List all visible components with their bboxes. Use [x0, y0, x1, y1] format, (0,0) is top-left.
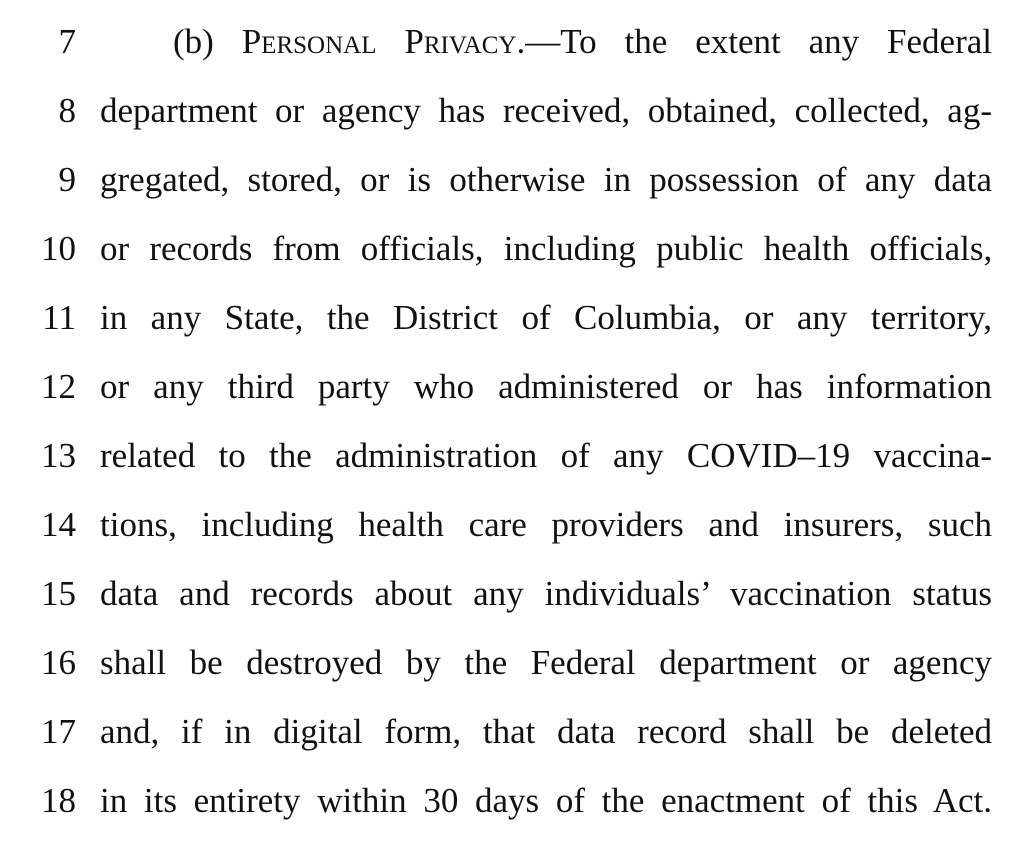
line-number: 16	[41, 643, 76, 682]
subsection-label: (b)	[173, 22, 242, 61]
line-number: 8	[58, 91, 76, 130]
line-text: data and records about any individuals’ vaccination status	[100, 574, 992, 613]
line-text: and, if in digital form, that data record shall be deleted	[100, 712, 992, 751]
line-number: 7	[58, 22, 76, 61]
line-number: 12	[41, 367, 76, 406]
line-text-continuation: .—To the extent any Federal	[516, 22, 992, 61]
line-number: 10	[41, 229, 76, 268]
bill-line-14	[0, 505, 1024, 574]
line-text: related to the administration of any COVID–19 vaccina-	[100, 436, 992, 475]
bill-line-11	[0, 298, 1024, 367]
bill-line-17	[0, 712, 1024, 781]
bill-line-7	[0, 22, 1024, 91]
line-number: 11	[42, 298, 76, 337]
bill-line-10	[0, 229, 1024, 298]
bill-line-9	[0, 160, 1024, 229]
line-number: 17	[41, 712, 76, 751]
bill-line-13	[0, 436, 1024, 505]
line-text: or records from officials, including public health officials,	[100, 229, 993, 268]
line-text: department or agency has received, obtained, collected, ag-	[100, 91, 992, 130]
line-text: tions, including health care providers and insurers, such	[100, 505, 992, 544]
line-text: gregated, stored, or is otherwise in possession of any data	[100, 160, 992, 199]
line-number: 9	[58, 160, 76, 199]
bill-line-12	[0, 367, 1024, 436]
subsection-heading: Personal Privacy	[241, 22, 517, 61]
bill-line-16	[0, 643, 1024, 712]
bill-line-15	[0, 574, 1024, 643]
line-text	[173, 22, 992, 62]
line-number: 14	[41, 505, 76, 544]
line-number: 15	[41, 574, 76, 613]
line-number: 18	[41, 781, 76, 820]
bill-line-8	[0, 91, 1024, 160]
line-text: in any State, the District of Columbia, or any territory,	[100, 298, 992, 337]
line-text: in its entirety within 30 days of the enactment of this Act.	[100, 781, 992, 820]
line-number: 13	[41, 436, 76, 475]
bill-line-18	[0, 781, 1024, 850]
line-text: or any third party who administered or has information	[100, 367, 992, 406]
line-text: shall be destroyed by the Federal department or agency	[100, 643, 992, 682]
